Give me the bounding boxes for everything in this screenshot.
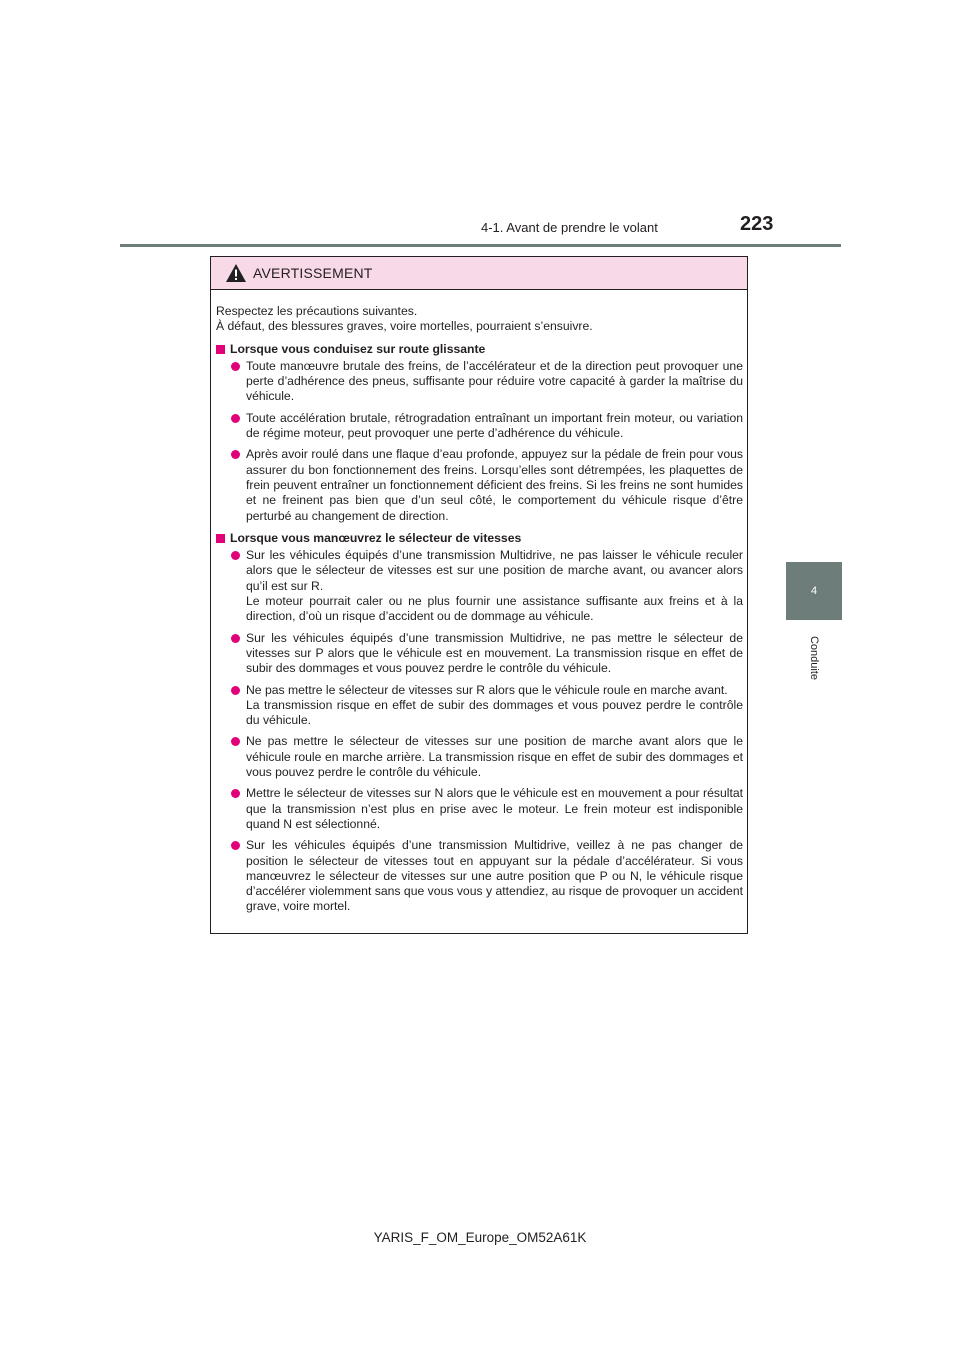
intro-line: À défaut, des blessures graves, voire mortelles, pourraient s’ensuivre. <box>216 319 593 334</box>
list-item-text: Après avoir roulé dans une flaque d’eau profonde, appuyez sur la pédale de frein pour vous assurer du bon fonctionnement des freins. Lorsqu’elles sont détrempées, les plaquettes de frein peuvent entraîner un fonctionnement déficient des freins. Si les freins ne sont humides et ne freinent pas bien que d’un seul côté, le comportement du véhicule risque d’être perturbé au changement de direction. <box>246 447 743 523</box>
round-bullet-icon <box>231 551 240 560</box>
list-item-text: Ne pas mettre le sélecteur de vitesses sur une position de marche avant alors que le véhicule roule en marche arrière. La transmission risque en effet de subir des dommages et vous pouvez perdre le contrôle du véhicule. <box>246 734 743 780</box>
list-item <box>216 548 743 624</box>
round-bullet-icon <box>231 450 240 459</box>
round-bullet-icon <box>231 686 240 695</box>
square-bullet-icon <box>216 534 225 543</box>
list-item <box>216 786 743 832</box>
section-heading-gear-selector <box>216 531 743 546</box>
square-bullet-icon <box>216 345 225 354</box>
list-item-text: Sur les véhicules équipés d’une transmission Multidrive, ne pas laisser le véhicule reculer alors que le sélecteur de vitesses est sur une position de marche avant, ou avancer alors qu’il est sur R. <box>246 548 743 593</box>
chapter-label: Conduite <box>807 635 820 680</box>
list-item <box>216 838 743 914</box>
round-bullet-icon <box>231 841 240 850</box>
footer-document-code: YARIS_F_OM_Europe_OM52A61K <box>373 1230 587 1245</box>
round-bullet-icon <box>231 789 240 798</box>
warning-header <box>211 257 747 290</box>
list-item-text: Ne pas mettre le sélecteur de vitesses sur R alors que le véhicule roule en marche avant. <box>246 682 728 697</box>
list-item <box>216 447 743 523</box>
section-heading-text: Lorsque vous manœuvrez le sélecteur de vitesses <box>230 530 522 545</box>
warning-triangle-icon <box>225 263 247 283</box>
list-item <box>216 631 743 677</box>
list-item-text: La transmission risque en effet de subir des dommages et vous pouvez perdre le contrôle du véhicule. <box>246 697 743 728</box>
warning-box <box>210 256 748 934</box>
chapter-tab <box>786 562 842 620</box>
page-number: 223 <box>740 213 774 235</box>
section-heading-slippery-road <box>216 342 743 357</box>
list-item-text: Toute accélération brutale, rétrogradation entraînant un important frein moteur, ou variation de régime moteur, peut provoquer une perte d’adhérence du véhicule. <box>246 410 743 441</box>
warning-body <box>211 290 747 915</box>
intro-line: Respectez les précautions suivantes. <box>216 304 418 318</box>
round-bullet-icon <box>231 737 240 746</box>
list-item <box>216 683 743 729</box>
list-item-text: Sur les véhicules équipés d’une transmission Multidrive, veillez à ne pas changer de position le sélecteur de vitesses tout en appuyant sur la pédale d’accélérateur. Si vous manœuvrez le sélecteur de vitesses sur une autre position que P ou N, le véhicule risque d’accélérer violemment sans que vous vous y attendiez, au risque de provoquer un accident grave, voire mortel. <box>246 838 743 914</box>
header-rule <box>120 244 841 247</box>
chapter-label-container <box>786 630 842 685</box>
warning-title: AVERTISSEMENT <box>253 265 373 281</box>
chapter-number: 4 <box>810 585 818 597</box>
round-bullet-icon <box>231 362 240 371</box>
list-item-text: Mettre le sélecteur de vitesses sur N alors que le véhicule est en mouvement a pour résultat que la transmission n’est plus en prise avec le moteur. Le frein moteur est indisponible quand N est sélectionné. <box>246 786 743 831</box>
header-section-title: 4-1. Avant de prendre le volant <box>481 220 658 235</box>
round-bullet-icon <box>231 414 240 423</box>
list-item-text: Sur les véhicules équipés d’une transmission Multidrive, ne pas mettre le sélecteur de vitesses sur P alors que le véhicule est en mouvement. La transmission risque en effet de subir des dommages et vous pouvez perdre le contrôle du véhicule. <box>246 630 743 676</box>
list-item <box>216 411 743 442</box>
list-item <box>216 734 743 780</box>
list-item-text: Toute manœuvre brutale des freins, de l’accélérateur et de la direction peut provoquer une perte d’adhérence des pneus, suffisante pour réduire votre capacité à garder la maîtrise du véhicule. <box>246 358 743 404</box>
list-item-text: Le moteur pourrait caler ou ne plus fournir une assistance suffisante aux freins et à la direction, d’où un risque d’accident ou de dommage au véhicule. <box>246 594 743 624</box>
section-heading-text: Lorsque vous conduisez sur route glissante <box>230 341 486 356</box>
round-bullet-icon <box>231 634 240 643</box>
list-item <box>216 359 743 405</box>
